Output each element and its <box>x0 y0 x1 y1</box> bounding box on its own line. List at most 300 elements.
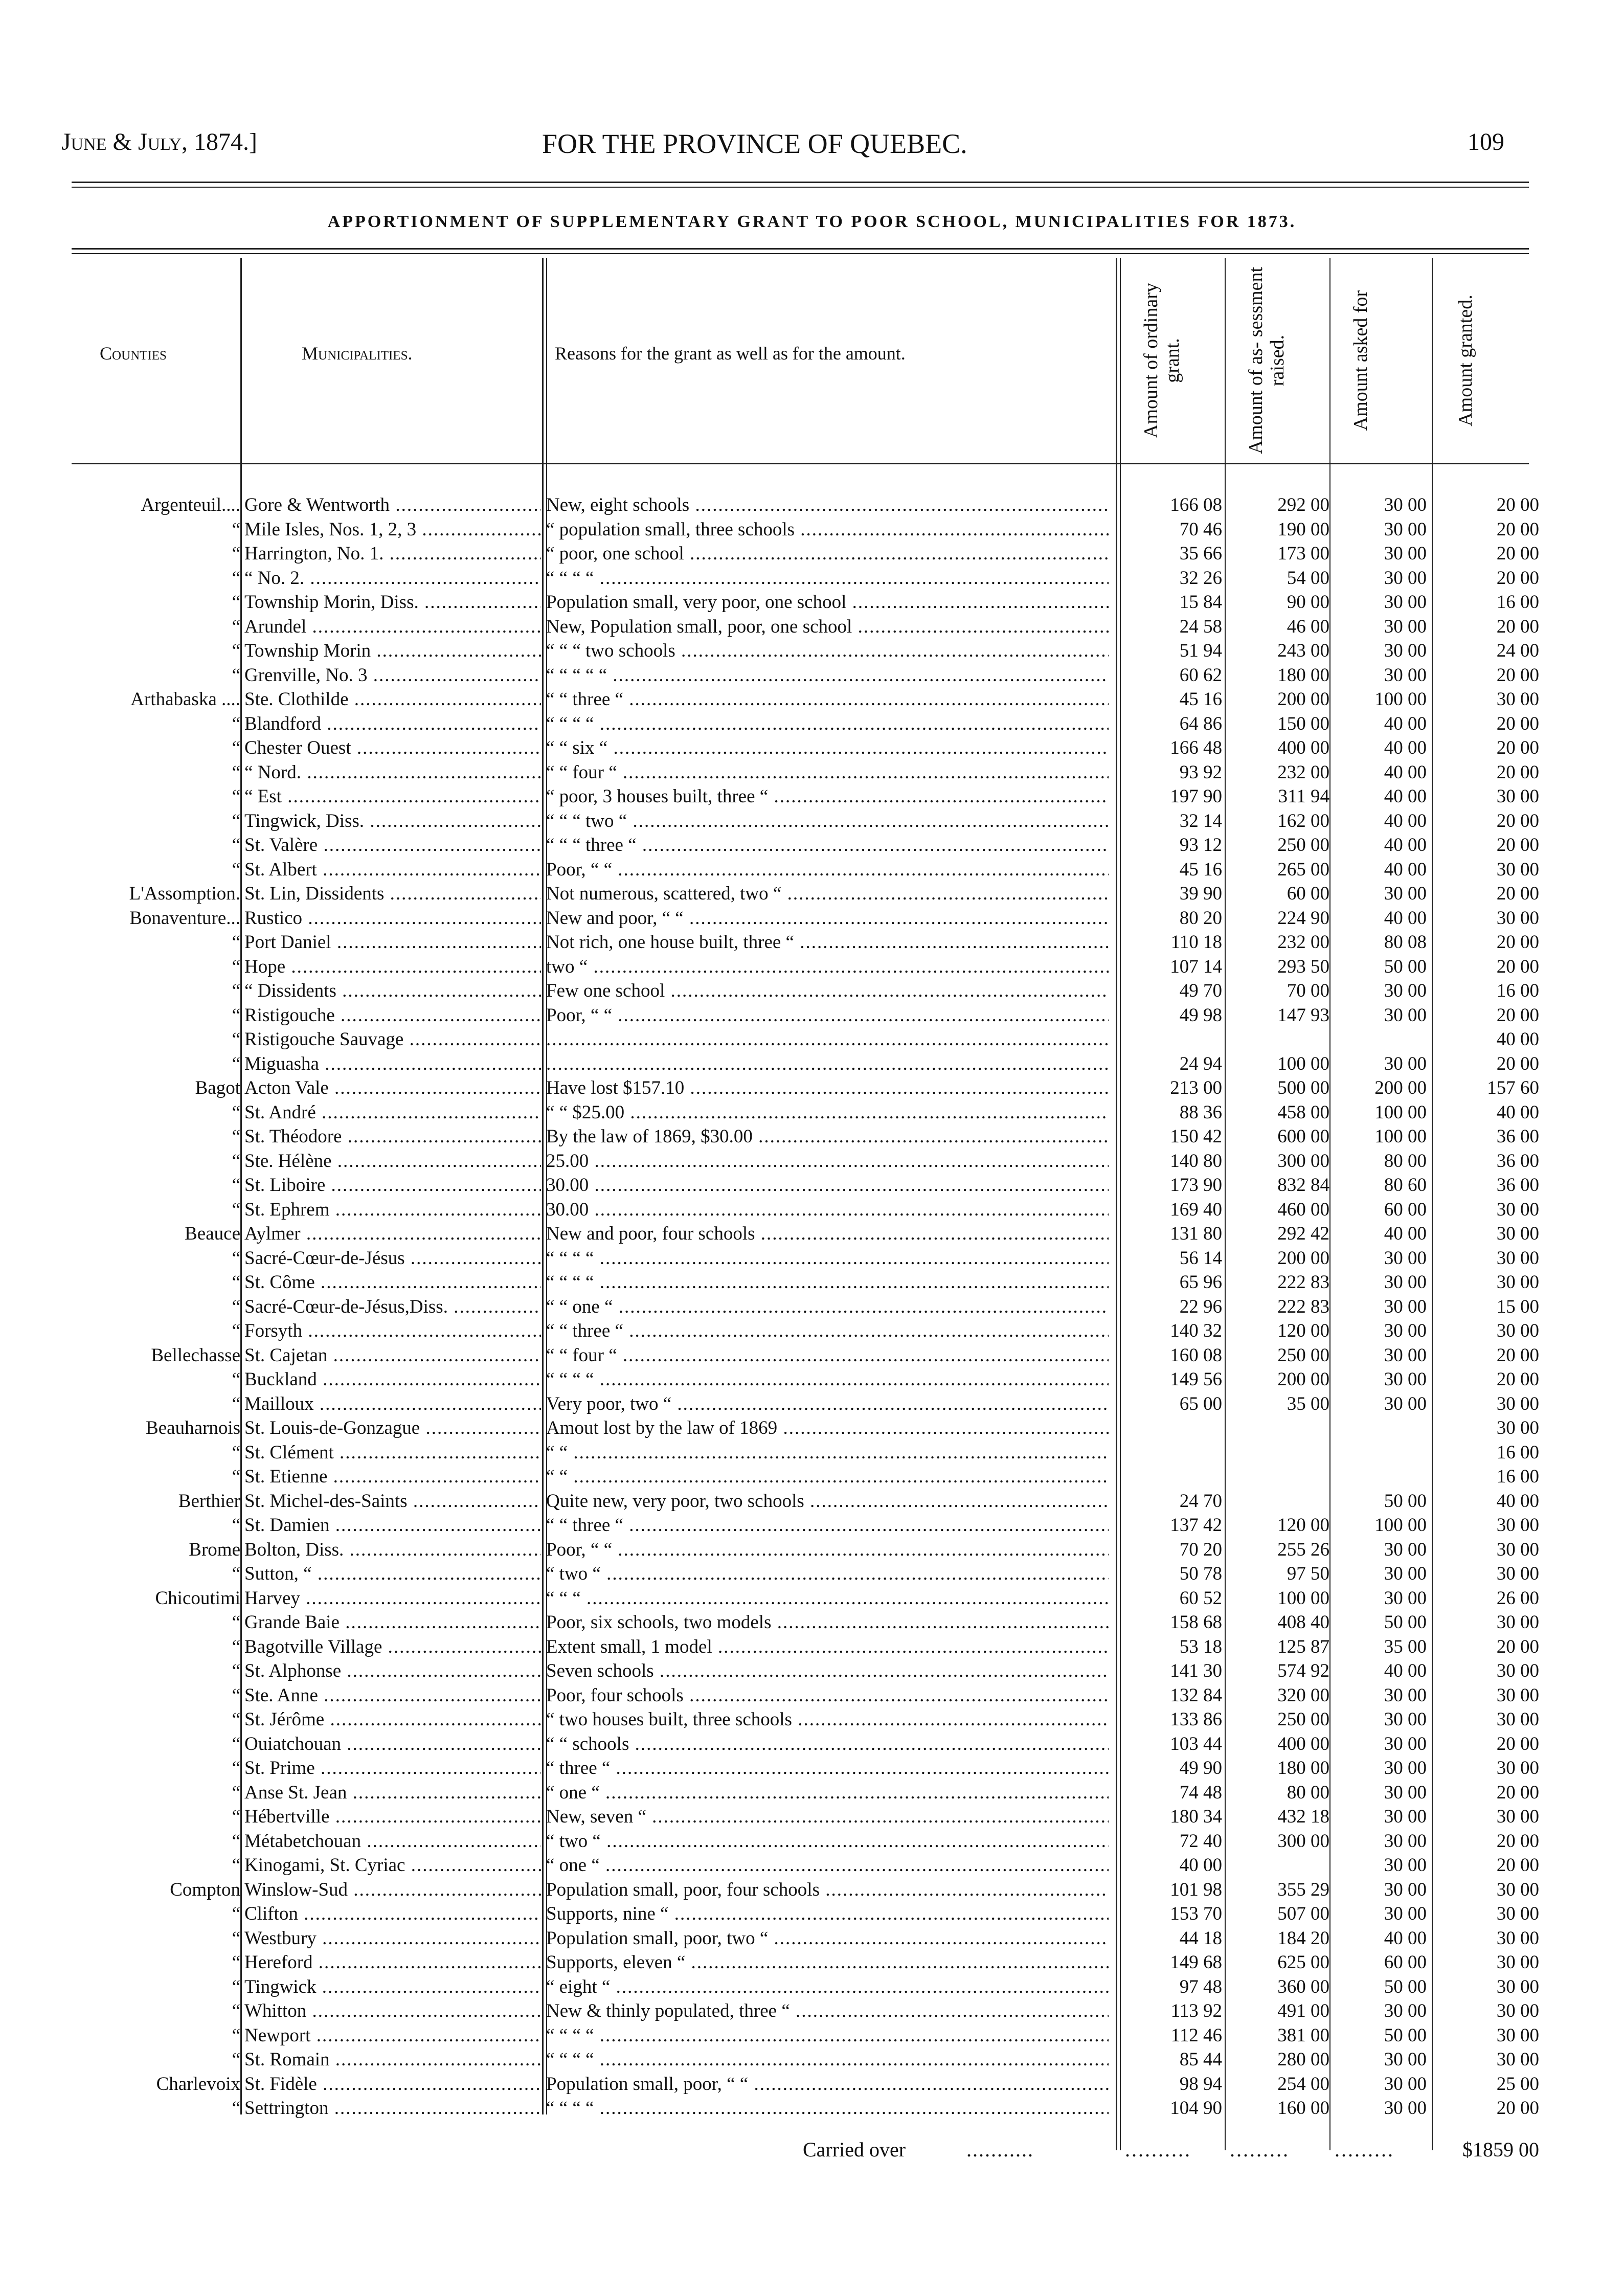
leader-assessment: ......... <box>1230 2138 1290 2161</box>
reason-cell: “ one “ ..... <box>546 1854 1109 1877</box>
amount-granted-cell: 20 00 <box>1496 835 1539 856</box>
amount-granted-cell: 30 00 <box>1496 2024 1539 2046</box>
amount-granted-cell: 30 00 <box>1496 1952 1539 1973</box>
amount-asked-cell: 30 00 <box>1384 543 1427 564</box>
amount-asked-cell: 30 00 <box>1384 2000 1427 2021</box>
assessment-cell: 250 00 <box>1277 1344 1329 1366</box>
municipality-cell: Ste. Clothilde ..... <box>244 688 541 711</box>
amount-granted-cell: 30 00 <box>1496 1806 1539 1827</box>
amount-granted-cell: 30 00 <box>1496 1976 1539 1997</box>
amount-asked-cell: 30 00 <box>1384 1758 1427 1779</box>
county-cell: “ <box>232 1004 240 1026</box>
amount-asked-cell: 40 00 <box>1384 810 1427 831</box>
assessment-cell: 80 00 <box>1287 1782 1329 1803</box>
reason-cell: “ “ “ “ ..... <box>546 712 1109 736</box>
reason-cell: Few one school ..... <box>546 979 1109 1003</box>
amount-granted-cell: 36 00 <box>1496 1150 1539 1172</box>
municipality-cell: St. Prime ..... <box>244 1757 541 1780</box>
assessment-cell: 97 50 <box>1287 1563 1329 1584</box>
amount-granted-cell: 20 00 <box>1496 1636 1539 1657</box>
col-rule-2 <box>542 258 544 2114</box>
amount-asked-cell: 30 00 <box>1384 980 1427 1001</box>
amount-granted-cell: 26 00 <box>1496 1587 1539 1609</box>
ordinary-grant-cell: 24 58 <box>1179 616 1222 637</box>
assessment-cell: 190 00 <box>1277 519 1329 540</box>
county-cell: Bagot <box>195 1077 240 1098</box>
reason-cell: “ “ four “ ..... <box>546 761 1109 784</box>
county-cell: “ <box>232 1053 240 1074</box>
reason-cell: “ “ schools ..... <box>546 1732 1109 1756</box>
reason-cell: New, eight schools ..... <box>546 493 1109 517</box>
amount-asked-cell: 100 00 <box>1374 1101 1427 1123</box>
reason-cell: New and poor, “ “ ..... <box>546 907 1109 930</box>
total-granted: $1859 00 <box>1462 2138 1539 2161</box>
reason-cell: New, seven “ ..... <box>546 1805 1109 1829</box>
amount-granted-cell: 20 00 <box>1496 1369 1539 1390</box>
amount-granted-cell: 20 00 <box>1496 932 1539 953</box>
assessment-cell: 360 00 <box>1277 1976 1329 1997</box>
assessment-cell: 254 00 <box>1277 2073 1329 2095</box>
reason-cell: New, Population small, poor, one school ..... <box>546 615 1109 639</box>
municipality-cell: Mailloux ..... <box>244 1392 541 1416</box>
amount-asked-cell: 30 00 <box>1384 494 1427 515</box>
amount-asked-cell: 30 00 <box>1384 1879 1427 1900</box>
amount-asked-cell: 30 00 <box>1384 1806 1427 1827</box>
assessment-cell: 300 00 <box>1277 1150 1329 1172</box>
assessment-cell: 255 26 <box>1277 1539 1329 1560</box>
county-cell: “ <box>232 1126 240 1147</box>
amount-granted-cell: 16 00 <box>1496 592 1539 613</box>
reason-cell: 30.00 ..... <box>546 1174 1109 1197</box>
ordinary-grant-cell: 137 42 <box>1170 1515 1222 1536</box>
amount-granted-cell: 30 00 <box>1496 1393 1539 1414</box>
municipality-cell: St. Etienne ..... <box>244 1465 541 1489</box>
amount-granted-cell: 20 00 <box>1496 1053 1539 1074</box>
amount-granted-cell: 30 00 <box>1496 1612 1539 1633</box>
amount-granted-cell: 30 00 <box>1496 859 1539 880</box>
amount-granted-cell: 30 00 <box>1496 2049 1539 2070</box>
amount-granted-cell: 16 00 <box>1496 1466 1539 1487</box>
county-cell: “ <box>232 1175 240 1196</box>
amount-asked-cell: 30 00 <box>1384 1563 1427 1584</box>
amount-granted-cell: 20 00 <box>1496 1344 1539 1366</box>
assessment-cell: 408 40 <box>1277 1612 1329 1633</box>
municipality-cell: St. Cajetan ..... <box>244 1344 541 1367</box>
ordinary-grant-cell: 70 20 <box>1179 1539 1222 1560</box>
amount-asked-cell: 100 00 <box>1374 689 1427 710</box>
reason-cell: “ eight “ ..... <box>546 1975 1109 1999</box>
carried-over-leader: ........... <box>966 2138 1034 2161</box>
reason-cell: Population small, poor, “ “ ..... <box>546 2073 1109 2096</box>
amount-granted-cell: 20 00 <box>1496 713 1539 734</box>
amount-granted-cell: 20 00 <box>1496 1830 1539 1852</box>
county-cell: “ <box>232 1247 240 1269</box>
assessment-cell: 832 84 <box>1277 1175 1329 1196</box>
municipality-cell: Chester Ouest ..... <box>244 736 541 760</box>
reason-cell: “ “ “ “ ..... <box>546 1247 1109 1270</box>
reason-cell: By the law of 1869, $30.00 ..... <box>546 1125 1109 1149</box>
ordinary-grant-cell: 22 96 <box>1179 1296 1222 1317</box>
amount-asked-cell: 30 00 <box>1384 883 1427 904</box>
leader-ordinary: .......... <box>1125 2138 1191 2161</box>
municipality-cell: St. Clément ..... <box>244 1441 541 1465</box>
reason-cell: “ “ three “ ..... <box>546 688 1109 711</box>
amount-asked-cell: 30 00 <box>1384 519 1427 540</box>
assessment-cell: 232 00 <box>1277 932 1329 953</box>
municipality-cell: Township Morin ..... <box>244 639 541 663</box>
county-cell: “ <box>232 761 240 783</box>
reason-cell: Population small, very poor, one school ..... <box>546 591 1109 614</box>
amount-asked-cell: 40 00 <box>1384 1223 1427 1244</box>
amount-granted-cell: 20 00 <box>1496 1004 1539 1026</box>
reason-cell: “ “ “ “ ..... <box>546 2097 1109 2120</box>
amount-granted-cell: 30 00 <box>1496 1927 1539 1949</box>
county-cell: L'Assomption. <box>129 883 240 904</box>
county-cell: “ <box>232 2098 240 2119</box>
amount-asked-cell: 40 00 <box>1384 761 1427 783</box>
county-cell: “ <box>232 859 240 880</box>
rule-top-2 <box>72 187 1529 188</box>
assessment-cell: 150 00 <box>1277 713 1329 734</box>
municipality-cell: Ristigouche ..... <box>244 1004 541 1027</box>
county-cell: “ <box>232 1830 240 1852</box>
municipality-cell: St. Côme ..... <box>244 1271 541 1294</box>
county-cell: “ <box>232 1369 240 1390</box>
county-cell: “ <box>232 1976 240 1997</box>
amount-asked-cell: 30 00 <box>1384 1684 1427 1706</box>
assessment-cell: 184 20 <box>1277 1927 1329 1949</box>
county-cell: Beauharnois <box>146 1418 240 1438</box>
ordinary-grant-cell: 15 84 <box>1179 592 1222 613</box>
municipality-cell: St. Damien ..... <box>244 1514 541 1537</box>
assessment-cell: 265 00 <box>1277 859 1329 880</box>
amount-asked-cell: 30 00 <box>1384 2098 1427 2119</box>
municipality-cell: Miguasha ..... <box>244 1052 541 1076</box>
assessment-cell: 250 00 <box>1277 835 1329 856</box>
county-cell: “ <box>232 1563 240 1584</box>
assessment-cell: 311 94 <box>1278 786 1329 807</box>
county-cell: “ <box>232 1101 240 1123</box>
reason-cell: “ “ ..... <box>546 1441 1109 1465</box>
municipality-cell: “ Dissidents ..... <box>244 979 541 1003</box>
assessment-cell: 280 00 <box>1277 2049 1329 2070</box>
county-cell: “ <box>232 2000 240 2021</box>
ordinary-grant-cell: 39 90 <box>1179 883 1222 904</box>
county-cell: “ <box>232 835 240 856</box>
ordinary-grant-cell: 40 00 <box>1179 1855 1222 1876</box>
amount-granted-cell: 20 00 <box>1496 1733 1539 1754</box>
amount-asked-cell: 40 00 <box>1384 1660 1427 1681</box>
assessment-cell: 292 42 <box>1277 1223 1329 1244</box>
amount-granted-cell: 30 00 <box>1496 1879 1539 1900</box>
ordinary-grant-cell: 133 86 <box>1170 1709 1222 1730</box>
municipality-cell: St. Romain ..... <box>244 2048 541 2072</box>
amount-asked-cell: 50 00 <box>1384 1976 1427 1997</box>
assessment-cell: 90 00 <box>1287 592 1329 613</box>
amount-asked-cell: 80 00 <box>1384 1150 1427 1172</box>
amount-granted-cell: 24 00 <box>1496 640 1539 661</box>
municipality-cell: St. André ..... <box>244 1101 541 1124</box>
ordinary-grant-cell: 140 32 <box>1170 1320 1222 1341</box>
county-cell: Berthier <box>178 1490 240 1512</box>
amount-granted-cell: 16 00 <box>1496 980 1539 1001</box>
county-cell: “ <box>232 1709 240 1730</box>
county-cell: “ <box>232 1806 240 1827</box>
amount-asked-cell: 50 00 <box>1384 2024 1427 2046</box>
amount-asked-cell: 100 00 <box>1374 1126 1427 1147</box>
amount-granted-cell: 30 00 <box>1496 1563 1539 1584</box>
county-cell: “ <box>232 1903 240 1924</box>
amount-asked-cell: 60 00 <box>1384 1199 1427 1220</box>
reason-cell: “ “ “ “ ..... <box>546 1368 1109 1391</box>
municipality-cell: Grande Baie ..... <box>244 1611 541 1634</box>
ordinary-grant-cell: 197 90 <box>1170 786 1222 807</box>
assessment-cell: 250 00 <box>1277 1709 1329 1730</box>
municipality-cell: Port Daniel ..... <box>244 931 541 954</box>
ordinary-grant-cell: 45 16 <box>1179 689 1222 710</box>
municipality-cell: Township Morin, Diss. ..... <box>244 591 541 614</box>
amount-asked-cell: 30 00 <box>1384 1855 1427 1876</box>
reason-cell: Supports, nine “ ..... <box>546 1902 1109 1926</box>
municipality-cell: Harvey ..... <box>244 1587 541 1610</box>
amount-granted-cell: 30 00 <box>1496 1684 1539 1706</box>
reason-cell: “ “ “ “ ..... <box>546 2024 1109 2048</box>
municipality-cell: Tingwick ..... <box>244 1975 541 1999</box>
assessment-cell: 432 18 <box>1277 1806 1329 1827</box>
ordinary-grant-cell: 93 12 <box>1179 835 1222 856</box>
municipality-cell: Gore & Wentworth ..... <box>244 493 541 517</box>
municipality-cell: St. Liboire ..... <box>244 1174 541 1197</box>
county-cell: “ <box>232 1612 240 1633</box>
reason-cell: Population small, poor, four schools ..... <box>546 1878 1109 1902</box>
ordinary-grant-cell: 60 62 <box>1179 664 1222 686</box>
ordinary-grant-cell: 65 96 <box>1179 1272 1222 1293</box>
reason-cell: “ two “ ..... <box>546 1562 1109 1586</box>
county-cell: “ <box>232 1684 240 1706</box>
assessment-cell: 46 00 <box>1287 616 1329 637</box>
amount-asked-cell: 30 00 <box>1384 1393 1427 1414</box>
amount-granted-cell: 20 00 <box>1496 2098 1539 2119</box>
assessment-cell: 222 83 <box>1277 1272 1329 1293</box>
amount-granted-cell: 30 00 <box>1496 1660 1539 1681</box>
amount-granted-cell: 30 00 <box>1496 786 1539 807</box>
amount-asked-cell: 50 00 <box>1384 1612 1427 1633</box>
amount-asked-cell: 50 00 <box>1384 1490 1427 1512</box>
amount-granted-cell: 36 00 <box>1496 1175 1539 1196</box>
county-cell: “ <box>232 1733 240 1754</box>
municipality-cell: St. Ephrem ..... <box>244 1198 541 1222</box>
amount-granted-cell: 20 00 <box>1496 494 1539 515</box>
county-cell: “ <box>232 980 240 1001</box>
amount-asked-cell: 30 00 <box>1384 1344 1427 1366</box>
amount-asked-cell: 30 00 <box>1384 1830 1427 1852</box>
ordinary-grant-cell: 70 46 <box>1179 519 1222 540</box>
municipality-cell: “ Est ..... <box>244 785 541 808</box>
ordinary-grant-cell: 45 16 <box>1179 859 1222 880</box>
municipality-cell: Settrington ..... <box>244 2097 541 2120</box>
municipality-cell: St. Fidèle ..... <box>244 2073 541 2096</box>
county-cell: “ <box>232 956 240 977</box>
ordinary-grant-cell: 101 98 <box>1170 1879 1222 1900</box>
reason-cell <box>546 1028 1109 1051</box>
amount-granted-cell: 20 00 <box>1496 519 1539 540</box>
county-cell: “ <box>232 640 240 661</box>
ordinary-grant-cell: 140 80 <box>1170 1150 1222 1172</box>
reason-cell: “ “ four “ ..... <box>546 1344 1109 1367</box>
assessment-cell: 200 00 <box>1277 1369 1329 1390</box>
ordinary-grant-cell: 80 20 <box>1179 907 1222 929</box>
ordinary-grant-cell: 65 00 <box>1179 1393 1222 1414</box>
amount-granted-cell: 20 00 <box>1496 1782 1539 1803</box>
amount-asked-cell: 80 08 <box>1384 932 1427 953</box>
county-cell: Charlevoix <box>156 2073 240 2095</box>
assessment-cell: 292 00 <box>1277 494 1329 515</box>
assessment-cell: 160 00 <box>1277 2098 1329 2119</box>
amount-asked-cell: 30 00 <box>1384 1247 1427 1269</box>
amount-granted-cell: 20 00 <box>1496 664 1539 686</box>
amount-asked-cell: 40 00 <box>1384 859 1427 880</box>
municipality-cell: Newport ..... <box>244 2024 541 2048</box>
ordinary-grant-cell: 74 48 <box>1179 1782 1222 1803</box>
amount-asked-cell: 30 00 <box>1384 1296 1427 1317</box>
amount-asked-cell: 100 00 <box>1374 1515 1427 1536</box>
header-municipalities: Municipalities. <box>302 343 413 364</box>
col-rule-4 <box>1225 258 1226 2150</box>
reason-cell: “ “ “ “ ..... <box>546 567 1109 590</box>
amount-granted-cell: 40 00 <box>1496 1029 1539 1050</box>
ordinary-grant-cell: 166 08 <box>1170 494 1222 515</box>
county-cell: Bellechasse <box>151 1344 240 1366</box>
county-cell: “ <box>232 1393 240 1414</box>
county-cell: “ <box>232 567 240 589</box>
county-cell: Compton <box>170 1879 240 1900</box>
amount-granted-cell: 30 00 <box>1496 1903 1539 1924</box>
municipality-cell: St. Valère ..... <box>244 834 541 857</box>
reason-cell: “ “ “ “ ..... <box>546 1271 1109 1294</box>
reason-cell: “ three “ ..... <box>546 1757 1109 1780</box>
amount-asked-cell: 30 00 <box>1384 1733 1427 1754</box>
ordinary-grant-cell: 32 14 <box>1179 810 1222 831</box>
assessment-cell: 600 00 <box>1277 1126 1329 1147</box>
municipality-cell: Ouiatchouan ..... <box>244 1732 541 1756</box>
amount-granted-cell: 30 00 <box>1496 1247 1539 1269</box>
header-counties: Counties <box>100 343 167 364</box>
header-assessment: Amount of as- sessment raised. <box>1245 266 1288 455</box>
amount-asked-cell: 40 00 <box>1384 737 1427 758</box>
amount-asked-cell: 40 00 <box>1384 786 1427 807</box>
amount-granted-cell: 30 00 <box>1496 1539 1539 1560</box>
amount-asked-cell: 30 00 <box>1384 1709 1427 1730</box>
municipality-cell: Arundel ..... <box>244 615 541 639</box>
amount-granted-cell: 40 00 <box>1496 1101 1539 1123</box>
municipality-cell: Métabetchouan ..... <box>244 1830 541 1853</box>
assessment-cell: 293 50 <box>1277 956 1329 977</box>
reason-cell: “ “ ..... <box>546 1465 1109 1489</box>
municipality-cell: Winslow-Sud ..... <box>244 1878 541 1902</box>
county-cell: “ <box>232 737 240 758</box>
ordinary-grant-cell: 64 86 <box>1179 713 1222 734</box>
assessment-cell: 400 00 <box>1277 737 1329 758</box>
assessment-cell: 458 00 <box>1277 1101 1329 1123</box>
assessment-cell: 173 00 <box>1277 543 1329 564</box>
header-ordinary-grant: Amount of ordinary grant. <box>1140 283 1183 438</box>
reason-cell: Quite new, very poor, two schools ..... <box>546 1490 1109 1513</box>
municipality-cell: Sacré-Cœur-de-Jésus ..... <box>244 1247 541 1270</box>
amount-granted-cell: 30 00 <box>1496 1418 1539 1438</box>
municipality-cell: Acton Vale ..... <box>244 1076 541 1100</box>
ordinary-grant-cell: 88 36 <box>1179 1101 1222 1123</box>
municipality-cell: Blandford ..... <box>244 712 541 736</box>
county-cell: “ <box>232 1296 240 1317</box>
ordinary-grant-cell: 24 94 <box>1179 1053 1222 1074</box>
amount-granted-cell: 157 60 <box>1487 1077 1539 1098</box>
amount-granted-cell: 20 00 <box>1496 956 1539 977</box>
county-cell: Beauce <box>185 1223 240 1244</box>
col-rule-1 <box>240 258 242 2114</box>
reason-cell <box>546 1052 1109 1076</box>
rule-caption-2 <box>72 253 1529 254</box>
amount-asked-cell: 60 00 <box>1384 1952 1427 1973</box>
reason-cell: Very poor, two “ ..... <box>546 1392 1109 1416</box>
reason-cell: New and poor, four schools ..... <box>546 1222 1109 1246</box>
ordinary-grant-cell: 132 84 <box>1170 1684 1222 1706</box>
amount-asked-cell: 30 00 <box>1384 2049 1427 2070</box>
header-amount-asked: Amount asked for <box>1350 290 1371 431</box>
municipality-cell: Hébertville ..... <box>244 1805 541 1829</box>
reason-cell: “ poor, 3 houses built, three “ ..... <box>546 785 1109 808</box>
amount-asked-cell: 200 00 <box>1374 1077 1427 1098</box>
municipality-cell: St. Jérôme ..... <box>244 1708 541 1731</box>
county-cell: “ <box>232 1660 240 1681</box>
municipality-cell: Kinogami, St. Cyriac ..... <box>244 1854 541 1877</box>
county-cell: “ <box>232 1272 240 1293</box>
reason-cell: “ population small, three schools ..... <box>546 518 1109 542</box>
municipality-cell: Rustico ..... <box>244 907 541 930</box>
reason-cell: 30.00 ..... <box>546 1198 1109 1222</box>
amount-asked-cell: 30 00 <box>1384 1272 1427 1293</box>
county-cell: “ <box>232 2049 240 2070</box>
amount-granted-cell: 30 00 <box>1496 907 1539 929</box>
assessment-cell: 120 00 <box>1277 1320 1329 1341</box>
county-cell: “ <box>232 932 240 953</box>
county-cell: “ <box>232 1466 240 1487</box>
reason-cell: Seven schools ..... <box>546 1659 1109 1683</box>
amount-granted-cell: 20 00 <box>1496 1855 1539 1876</box>
assessment-cell: 574 92 <box>1277 1660 1329 1681</box>
running-head-date: June & July, 1874.] <box>61 128 258 155</box>
county-cell: “ <box>232 2024 240 2046</box>
amount-granted-cell: 20 00 <box>1496 810 1539 831</box>
municipality-cell: St. Alphonse ..... <box>244 1659 541 1683</box>
municipality-cell: Hereford ..... <box>244 1951 541 1974</box>
municipality-cell: Mile Isles, Nos. 1, 2, 3 ..... <box>244 518 541 542</box>
reason-cell: “ “ “ “ “ ..... <box>546 664 1109 687</box>
amount-granted-cell: 20 00 <box>1496 761 1539 783</box>
municipality-cell: Whitton ..... <box>244 1999 541 2023</box>
assessment-cell: 35 00 <box>1287 1393 1329 1414</box>
assessment-cell: 460 00 <box>1277 1199 1329 1220</box>
ordinary-grant-cell: 213 00 <box>1170 1077 1222 1098</box>
reason-cell: 25.00 ..... <box>546 1150 1109 1173</box>
reason-cell: “ “ one “ ..... <box>546 1295 1109 1319</box>
amount-asked-cell: 30 00 <box>1384 2073 1427 2095</box>
reason-cell: “ “ “ two schools ..... <box>546 639 1109 663</box>
ordinary-grant-cell: 44 18 <box>1179 1927 1222 1949</box>
reason-cell: “ one “ ..... <box>546 1781 1109 1805</box>
amount-granted-cell: 30 00 <box>1496 1272 1539 1293</box>
reason-cell: Poor, “ “ ..... <box>546 1004 1109 1027</box>
county-cell: “ <box>232 592 240 613</box>
